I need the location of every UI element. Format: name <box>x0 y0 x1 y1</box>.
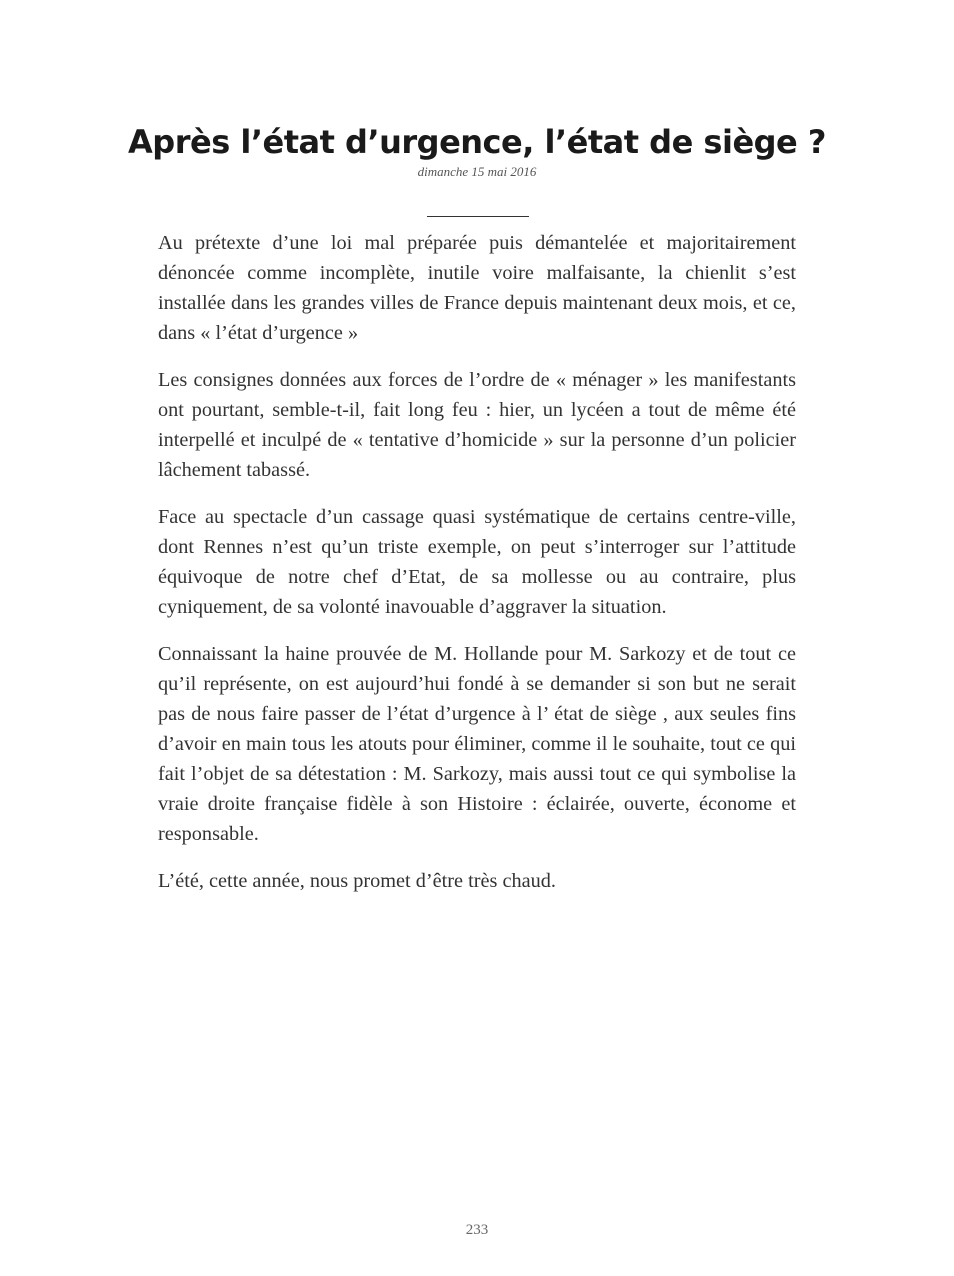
paragraph-1: Au prétexte d’une loi mal préparée puis démantelée et majoritairement dénoncée comme incomplète, inutile voire malfaisante, la chienlit s’est installée dans les grandes villes de France depuis maintenant deux mois, et ce, dans « l’état d’urgence » <box>158 232 796 344</box>
paragraph-3: Face au spectacle d’un cassage quasi systématique de certains centre-ville, dont Rennes n’est qu’un triste exemple, on peut s’interroger sur l’attitude équivoque de notre chef d’Etat, de sa mollesse ou au contraire, plus cyniquement, de sa volonté inavouable d’aggraver la situation. <box>158 506 796 618</box>
title-separator-rule <box>427 216 529 217</box>
article-date: dimanche 15 mai 2016 <box>417 164 537 179</box>
article-title: Après l’état d’urgence, l’état de siège ? <box>128 123 826 161</box>
page-number: 233 <box>465 1222 489 1238</box>
paragraph-4: Connaissant la haine prouvée de M. Hollande pour M. Sarkozy et de tout ce qu’il représente, on est aujourd’hui fondé à se demander si son but ne serait pas de nous faire passer de l’état d’urgence à l’ état de siège , aux seules fins d’avoir en main tous les atouts pour éliminer, comme il le souhaite, tout ce qui fait l’objet de sa détestation : M. Sarkozy, mais aussi tout ce qui symbolise la vraie droite française fidèle à son Histoire : éclairée, ouverte, économe et responsable. <box>158 643 796 845</box>
paragraph-2: Les consignes données aux forces de l’ordre de « ménager » les manifestants ont pourtant, semble-t-il, fait long feu : hier, un lycéen a tout de même été interpellé et inculpé de « tentative d’homicide » sur la personne d’un policier lâchement tabassé. <box>158 369 796 481</box>
paragraph-5: L’été, cette année, nous promet d’être très chaud. <box>158 870 556 892</box>
article-body <box>158 228 796 913</box>
